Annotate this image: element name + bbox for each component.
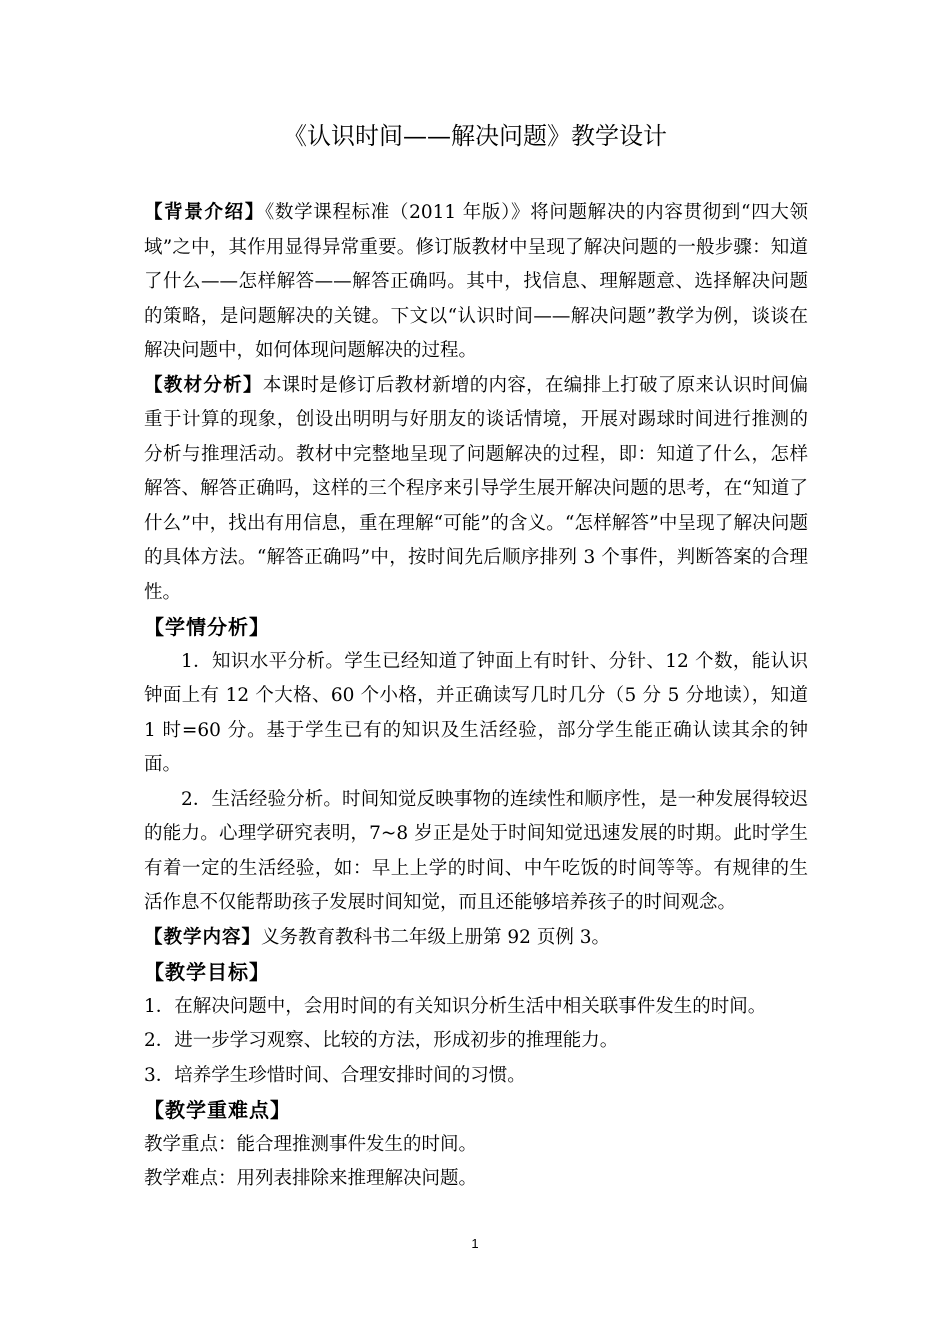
students-knowledge-paragraph: 1．知识水平分析。学生已经知道了钟面上有时针、分针、12 个数，能认识钟面上有 12 个大格、60 个小格，并正确读写几时几分（5 分 5 分地读），知道 1 时=60 分。基于学生已有的知识及生活经验，部分学生能正确认读其余的钟面。 bbox=[144, 650, 808, 775]
content-text: 义务教育教科书二年级上册第 92 页例 3。 bbox=[261, 926, 610, 948]
content-paragraph bbox=[144, 921, 808, 956]
goal-item: 3．培养学生珍惜时间、合理安排时间的习惯。 bbox=[144, 1064, 526, 1086]
background-paragraph bbox=[144, 196, 808, 369]
difficult-point: 教学难点：用列表排除来推理解决问题。 bbox=[144, 1168, 478, 1189]
background-text: 《数学课程标准（2011 年版）》将问题解决的内容贯彻到“四大领域”之中，其作用显得异常重要。修订版教材中呈现了解决问题的一般步骤：知道了什么——怎样解答——解答正确吗。其中，找信息、理解题意、选择解决问题的策略，是问题解决的关键。下文以“认识时间——解决问题”教学为例，谈谈在解决问题中，如何体现问题解决的过程。 bbox=[144, 202, 808, 361]
materials-text: 本课时是修订后教材新增的内容，在编排上打破了原来认识时间偏重于计算的现象，创设出明明与好朋友的谈话情境，开展对踢球时间进行推测的分析与推理活动。教材中完整地呈现了问题解决的过程，即：知道了什么，怎样解答、解答正确吗，这样的三个程序来引导学生展开解决问题的思考，在“知道了什么”中，找出有用信息，重在理解“可能”的含义。“怎样解答”中呈现了解决问题的具体方法。“解答正确吗”中，按时间先后顺序排列 3 个事件，判断答案的合理性。 bbox=[144, 374, 808, 603]
content-heading: 【教学内容】 bbox=[144, 926, 262, 948]
materials-heading: 【教材分析】 bbox=[144, 374, 263, 396]
page-number: 1 bbox=[471, 1236, 479, 1251]
document-title: 《认识时间——解决问题》教学设计 bbox=[283, 122, 667, 150]
document-body bbox=[144, 196, 808, 1197]
goal-item: 2．进一步学习观察、比较的方法，形成初步的推理能力。 bbox=[144, 1030, 619, 1051]
keypoints-heading: 【教学重难点】 bbox=[144, 1098, 291, 1122]
goals-heading: 【教学目标】 bbox=[144, 960, 270, 984]
materials-paragraph bbox=[144, 369, 808, 611]
students-heading: 【学情分析】 bbox=[144, 615, 270, 639]
background-heading: 【背景介绍】 bbox=[144, 202, 266, 223]
students-experience-paragraph: 2．生活经验分析。时间知觉反映事物的连续性和顺序性，是一种发展得较迟的能力。心理学研究表明，7~8 岁正是处于时间知觉迅速发展的时期。此时学生有着一定的生活经验，如：早上上学的时间、中午吃饭的时间等等。有规律的生活作息不仅能帮助孩子发展时间知觉，而且还能够培养孩子的时间观念。 bbox=[144, 788, 808, 913]
goal-item: 1．在解决问题中，会用时间的有关知识分析生活中相关联事件发生的时间。 bbox=[144, 995, 767, 1017]
key-point: 教学重点：能合理推测事件发生的时间。 bbox=[144, 1133, 478, 1155]
